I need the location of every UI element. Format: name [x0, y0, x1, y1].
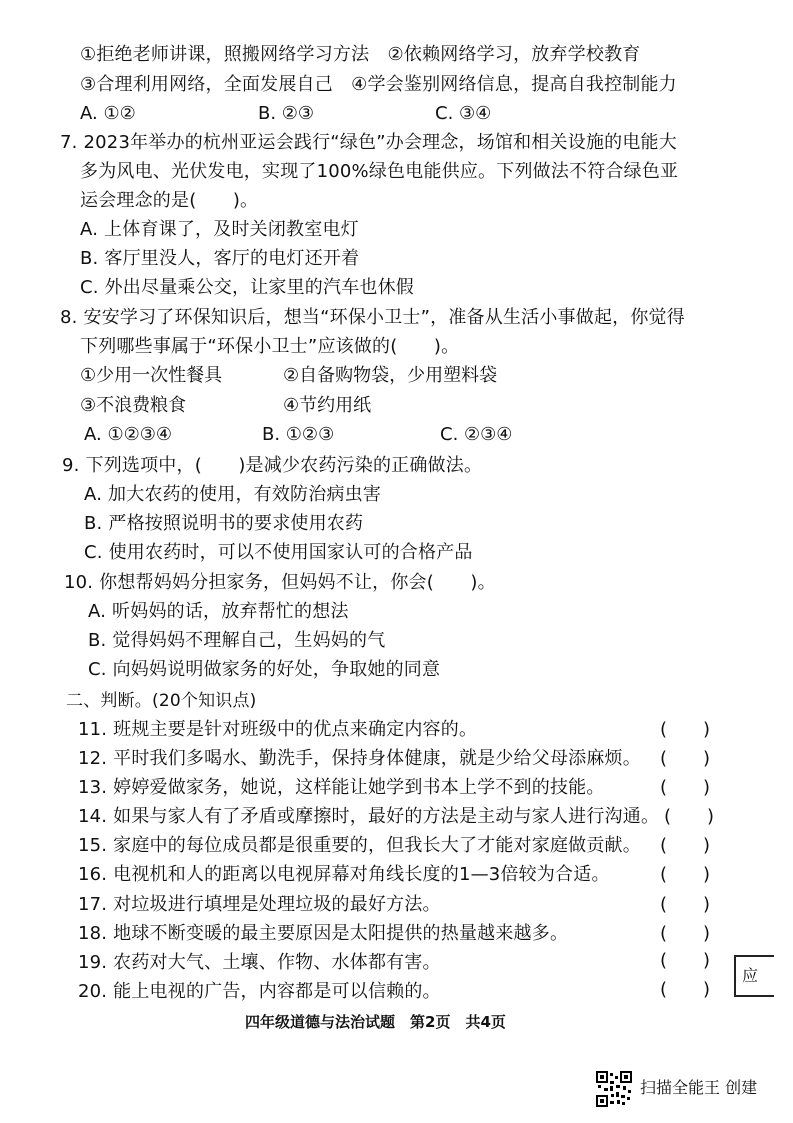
q7-stem-line-1: 7. 2023年举办的杭州亚运会践行“绿色”办会理念，场馆和相关设施的电能大 [60, 132, 677, 153]
judge-item-19: 19. 农药对大气、土壤、作物、水体都有害。 [78, 952, 441, 973]
q8-choice-a: A. ①②③④ [84, 424, 172, 445]
q10-option-c: C. 向妈妈说明做家务的好处，争取她的同意 [88, 659, 441, 680]
judge-item-18: 18. 地球不断变暖的最主要原因是太阳提供的热量越来越多。 [78, 923, 569, 944]
q10-stem: 10. 你想帮妈妈分担家务，但妈妈不让，你会( )。 [64, 572, 496, 593]
q7-option-b: B. 客厅里没人，客厅的电灯还开着 [80, 248, 360, 269]
q9-option-c: C. 使用农药时，可以不使用国家认可的合格产品 [84, 542, 473, 563]
page-footer: 四年级道德与法治试题 第2页 共4页 [245, 1013, 506, 1031]
answer-blank-20[interactable]: ( ) [660, 979, 711, 1000]
q7-option-a: A. 上体育课了，及时关闭教室电灯 [80, 219, 359, 240]
judge-item-14: 14. 如果与家人有了矛盾或摩擦时，最好的方法是主动与家人进行沟通。 [78, 806, 660, 827]
qr-code-icon [596, 1071, 632, 1107]
q8-item-3: ③不浪费粮食 [80, 395, 187, 416]
q9-option-a: A. 加大农药的使用，有效防治病虫害 [84, 484, 382, 505]
judge-item-11: 11. 班规主要是针对班级中的优点来确定内容的。 [78, 719, 478, 740]
judge-item-17: 17. 对垃圾进行填埋是处理垃圾的最好方法。 [78, 894, 441, 915]
margin-box [734, 955, 774, 997]
q6-choice-c: C. ③④ [435, 103, 492, 124]
q7-stem-line-3: 运会理念的是( )。 [80, 190, 259, 211]
judge-item-20: 20. 能上电视的广告，内容都是可以信赖的。 [78, 981, 441, 1002]
judge-item-12: 12. 平时我们多喝水、勤洗手，保持身体健康，就是少给父母添麻烦。 [78, 748, 641, 769]
margin-box-char: 应 [742, 966, 759, 985]
scanner-watermark: 扫描全能王 创建 [640, 1078, 758, 1097]
q10-option-b: B. 觉得妈妈不理解自己，生妈妈的气 [88, 630, 386, 651]
answer-blank-16[interactable]: ( ) [660, 864, 711, 885]
answer-blank-15[interactable]: ( ) [660, 835, 711, 856]
q8-stem-line-1: 8. 安安学习了环保知识后，想当“环保小卫士”，准备从生活小事做起，你觉得 [60, 307, 685, 328]
q10-option-a: A. 听妈妈的话，放弃帮忙的想法 [88, 601, 349, 622]
answer-blank-13[interactable]: ( ) [660, 777, 711, 798]
q9-stem: 9. 下列选项中，( )是减少农药污染的正确做法。 [62, 455, 483, 476]
answer-blank-12[interactable]: ( ) [660, 748, 711, 769]
q7-option-c: C. 外出尽量乘公交，让家里的汽车也休假 [80, 277, 415, 298]
q7-stem-line-2: 多为风电、光伏发电，实现了100%绿色电能供应。下列做法不符合绿色亚 [80, 161, 679, 182]
q8-choice-c: C. ②③④ [440, 424, 513, 445]
answer-blank-11[interactable]: ( ) [660, 719, 711, 740]
judge-item-13: 13. 婷婷爱做家务，她说，这样能让她学到书本上学不到的技能。 [78, 777, 605, 798]
judge-item-15: 15. 家庭中的每位成员都是很重要的，但我长大了才能对家庭做贡献。 [78, 835, 641, 856]
answer-blank-14[interactable]: ( ) [664, 806, 715, 827]
q8-item-2: ②自备购物袋，少用塑料袋 [283, 365, 498, 386]
q6-choice-b: B. ②③ [258, 103, 315, 124]
q8-item-4: ④节约用纸 [283, 395, 372, 416]
answer-blank-18[interactable]: ( ) [660, 923, 711, 944]
judge-item-16: 16. 电视机和人的距离以电视屏幕对角线长度的1—3倍较为合适。 [78, 864, 610, 885]
q8-choice-b: B. ①②③ [262, 424, 335, 445]
answer-blank-19[interactable]: ( ) [660, 950, 711, 971]
q6-choice-a: A. ①② [80, 103, 136, 124]
q8-item-1: ①少用一次性餐具 [80, 365, 223, 386]
answer-blank-17[interactable]: ( ) [660, 894, 711, 915]
q8-stem-line-2: 下列哪些事属于“环保小卫士”应该做的( )。 [80, 336, 460, 357]
q6-option-row-1: ①拒绝老师讲课，照搬网络学习方法 ②依赖网络学习，放弃学校教育 [80, 44, 641, 65]
q9-option-b: B. 严格按照说明书的要求使用农药 [84, 513, 364, 534]
q6-option-row-2: ③合理利用网络，全面发展自己 ④学会鉴别网络信息，提高自我控制能力 [80, 74, 677, 95]
section-2-heading: 二、判断。(20个知识点) [66, 691, 257, 711]
